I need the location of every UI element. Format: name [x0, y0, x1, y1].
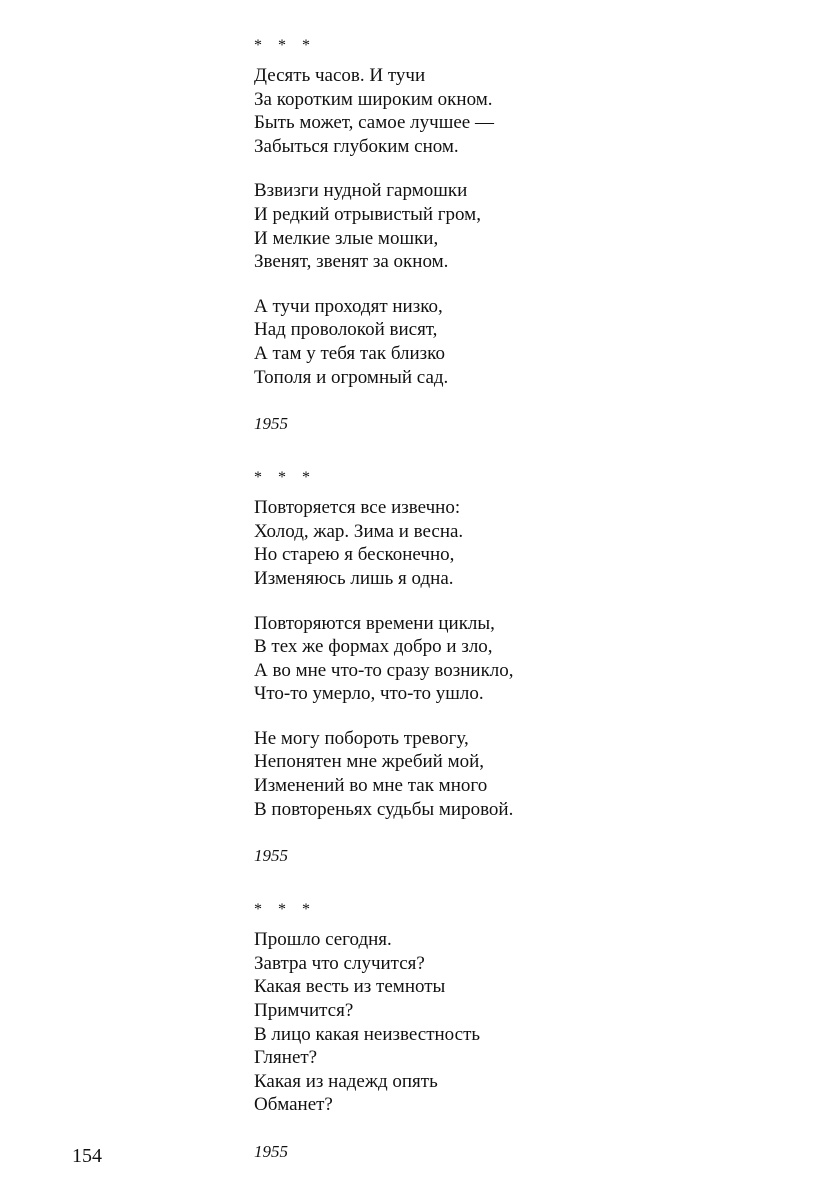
section-separator-stars: * * * [254, 901, 316, 919]
section-separator-stars: * * * [254, 469, 316, 487]
poem-year: 1955 [254, 414, 288, 434]
poem [254, 900, 774, 1163]
poem-line: Не могу побороть тревогу, [254, 727, 469, 749]
poem-line: Глянет? [254, 1047, 318, 1069]
poem-line: А там у тебя так близко [254, 342, 445, 364]
poem-line: Непонятен мне жребий мой, [254, 751, 485, 773]
poem [254, 468, 774, 867]
poems-column [254, 36, 774, 1163]
poem-line: А тучи проходят низко, [254, 295, 443, 317]
stanza [254, 612, 774, 706]
stanza [254, 295, 774, 389]
poem-year: 1955 [254, 1142, 288, 1161]
stanza [254, 727, 774, 821]
poem-line: Тополя и огромный сад. [254, 366, 449, 388]
poem-line: Звенят, звенят за окном. [254, 251, 449, 273]
page-number: 154 [72, 1145, 102, 1167]
poem-line: Изменений во мне так много [254, 775, 488, 797]
poem-line: Над проволокой висят, [254, 319, 438, 341]
poem-line: Обманет? [254, 1094, 333, 1116]
stanza [254, 64, 774, 158]
poem [254, 36, 774, 435]
section-separator-stars: * * * [254, 37, 316, 54]
poem-line: Быть может, самое лучшее — [254, 112, 494, 134]
stanza [254, 496, 774, 590]
stanza [254, 928, 774, 1117]
poem-line: И редкий отрывистый гром, [254, 203, 481, 225]
poem-line: Десять часов. И тучи [254, 65, 426, 86]
poem-line: За коротким широким окном. [254, 88, 493, 110]
poem-line: Какая весть из темноты [254, 976, 446, 998]
poem-line: Забыться глубоким сном. [254, 135, 459, 157]
poem-year: 1955 [254, 846, 288, 866]
poem-line: Примчится? [254, 1000, 354, 1022]
poem-line: А во мне что-то сразу возникло, [254, 659, 514, 681]
poem-line: Но старею я бесконечно, [254, 544, 455, 566]
poem-line: Повторяется все извечно: [254, 497, 461, 519]
poem-line: Повторяются времени циклы, [254, 612, 495, 634]
poem-line: Что-то умерло, что-то ушло. [254, 683, 484, 705]
poem-line: Какая из надежд опять [254, 1070, 438, 1092]
poem-line: Прошло сегодня. [254, 929, 392, 951]
poem-line: Взвизги нудной гармошки [254, 180, 468, 202]
poem-line: И мелкие злые мошки, [254, 227, 439, 249]
stanza [254, 179, 774, 273]
poem-line: Холод, жар. Зима и весна. [254, 520, 464, 542]
poem-line: В лицо какая неизвестность [254, 1023, 481, 1045]
poem-line: В тех же формах добро и зло, [254, 636, 493, 658]
poem-line: Завтра что случится? [254, 952, 425, 974]
poem-line: Изменяюсь лишь я одна. [254, 567, 454, 589]
poem-line: В повтореньях судьбы мировой. [254, 798, 514, 820]
